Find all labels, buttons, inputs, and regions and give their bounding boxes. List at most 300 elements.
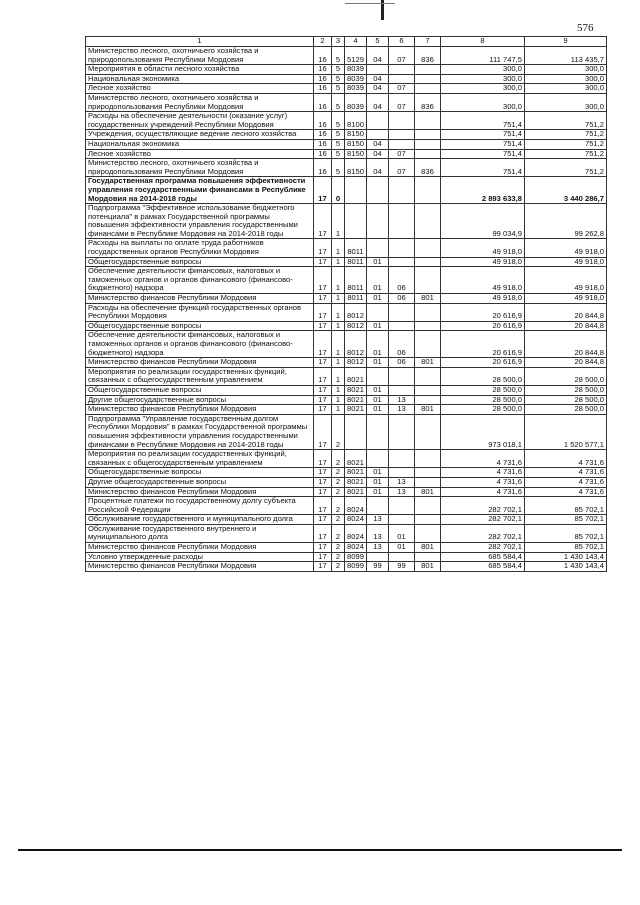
row-name: Другие общегосударственные вопросы [86,395,314,405]
code-program: 17 [314,385,332,395]
amount-2015: 4 731,6 [441,487,525,497]
amount-2015: 4 731,6 [441,450,525,468]
code-direction: 8021 [345,477,367,487]
amount-2015: 751,4 [441,130,525,140]
code-direction: 8011 [345,294,367,304]
amount-2016: 300,0 [525,65,607,75]
amount-2016: 28 500,0 [525,395,607,405]
row-name: Учреждения, осуществляющие ведение лесного хозяйства [86,130,314,140]
row-name: Подпрограмма "Эффективное использование бюджетного потенциала" в рамках Государственной программы повышения эффективности управления государственными финансами в Республике Мордовия на 2014-2018 годы [86,204,314,239]
code-section [367,239,389,257]
amount-2016: 113 435,7 [525,47,607,65]
row-name: Расходы на обеспечение деятельности (оказание услуг) государственных учреждений Республики Мордовия [86,112,314,130]
code-subsection: 07 [389,84,415,94]
code-subsection [389,177,415,204]
amount-2016: 300,0 [525,74,607,84]
amount-2015: 282 702,1 [441,515,525,525]
row-name: Расходы на выплаты по оплате труда работников государственных органов Республики Мордовия [86,239,314,257]
table-row [86,468,607,478]
code-subprogram: 5 [332,74,345,84]
row-name: Расходы на обеспечение функций государственных органов Республики Мордовия [86,303,314,321]
code-subsection: 07 [389,149,415,159]
code-ministry: 836 [415,159,441,177]
code-section: 01 [367,331,389,358]
code-subprogram: 2 [332,468,345,478]
code-section [367,414,389,449]
amount-2016: 49 918,0 [525,267,607,294]
row-name: Общегосударственные вопросы [86,385,314,395]
amount-2016: 1 520 577,1 [525,414,607,449]
code-section: 01 [367,321,389,331]
code-section: 13 [367,524,389,542]
code-subprogram: 1 [332,239,345,257]
code-ministry: 801 [415,562,441,572]
code-subsection [389,321,415,331]
code-program: 17 [314,331,332,358]
amount-2016: 751,2 [525,139,607,149]
amount-2015: 751,4 [441,149,525,159]
column-header: 4 [345,37,367,47]
code-subsection: 07 [389,93,415,111]
code-program: 17 [314,552,332,562]
code-direction: 8150 [345,139,367,149]
row-name: Другие общегосударственные вопросы [86,477,314,487]
table-row [86,267,607,294]
code-program: 17 [314,239,332,257]
code-ministry: 801 [415,405,441,415]
code-direction: 8039 [345,74,367,84]
code-section: 04 [367,74,389,84]
code-subsection [389,385,415,395]
code-subprogram: 1 [332,395,345,405]
amount-2016: 751,2 [525,159,607,177]
code-subprogram: 2 [332,477,345,487]
code-program: 17 [314,487,332,497]
code-ministry [415,139,441,149]
column-header: 1 [86,37,314,47]
amount-2015: 2 893 633,8 [441,177,525,204]
code-subsection [389,414,415,449]
code-subprogram: 5 [332,47,345,65]
code-program: 17 [314,177,332,204]
code-direction: 8011 [345,257,367,267]
code-direction [345,414,367,449]
table-row [86,65,607,75]
code-subprogram: 1 [332,358,345,368]
table-row [86,450,607,468]
amount-2015: 49 918,0 [441,294,525,304]
table-row [86,405,607,415]
code-subsection [389,450,415,468]
row-name: Общегосударственные вопросы [86,321,314,331]
code-subprogram: 2 [332,497,345,515]
code-ministry [415,303,441,321]
code-subsection [389,204,415,239]
row-name: Национальная экономика [86,74,314,84]
code-subprogram: 5 [332,65,345,75]
row-name: Мероприятия по реализации государственных функций, связанных с общегосударственным управлением [86,367,314,385]
code-direction [345,177,367,204]
amount-2015: 751,4 [441,112,525,130]
table-row [86,204,607,239]
amount-2015: 99 034,9 [441,204,525,239]
code-ministry [415,497,441,515]
amount-2015: 20 616,9 [441,331,525,358]
code-subsection [389,515,415,525]
code-subprogram: 1 [332,367,345,385]
amount-2016: 751,2 [525,130,607,140]
row-name: Общегосударственные вопросы [86,468,314,478]
amount-2015: 28 500,0 [441,395,525,405]
code-subsection: 06 [389,294,415,304]
code-section: 04 [367,149,389,159]
row-name: Государственная программа повышения эффективности управления государственными финансами в Республике Мордовия на 2014-2018 годы [86,177,314,204]
amount-2015: 49 918,0 [441,267,525,294]
column-header: 5 [367,37,389,47]
amount-2015: 49 918,0 [441,257,525,267]
code-ministry [415,331,441,358]
code-section: 01 [367,395,389,405]
code-ministry [415,177,441,204]
code-ministry [415,112,441,130]
code-program: 16 [314,139,332,149]
row-name: Условно утвержденные расходы [86,552,314,562]
code-subprogram: 1 [332,321,345,331]
code-program: 16 [314,84,332,94]
code-section: 04 [367,139,389,149]
code-direction: 8024 [345,524,367,542]
code-section: 04 [367,84,389,94]
code-section: 01 [367,477,389,487]
amount-2015: 28 500,0 [441,385,525,395]
code-ministry [415,450,441,468]
code-program: 16 [314,130,332,140]
code-ministry [415,524,441,542]
code-subprogram: 2 [332,450,345,468]
amount-2015: 300,0 [441,74,525,84]
code-direction: 8024 [345,497,367,515]
table-body [86,47,607,572]
code-ministry [415,468,441,478]
amount-2015: 28 500,0 [441,367,525,385]
amount-2016: 1 430 143,4 [525,552,607,562]
code-program: 17 [314,321,332,331]
code-direction: 8012 [345,331,367,358]
amount-2016: 28 500,0 [525,385,607,395]
code-section: 01 [367,294,389,304]
code-subprogram: 2 [332,552,345,562]
code-subsection: 99 [389,562,415,572]
amount-2015: 111 747,5 [441,47,525,65]
code-direction: 8150 [345,130,367,140]
table-row [86,524,607,542]
code-section: 04 [367,93,389,111]
amount-2016: 20 844,8 [525,303,607,321]
row-name: Общегосударственные вопросы [86,257,314,267]
code-direction: 8012 [345,321,367,331]
row-name: Министерство лесного, охотничьего хозяйства и природопользования Республики Мордовия [86,159,314,177]
code-direction: 8021 [345,468,367,478]
code-ministry [415,367,441,385]
code-ministry [415,149,441,159]
column-header: 8 [441,37,525,47]
code-subsection [389,130,415,140]
code-program: 17 [314,358,332,368]
amount-2015: 751,4 [441,159,525,177]
amount-2015: 300,0 [441,93,525,111]
code-program: 17 [314,303,332,321]
code-section: 13 [367,543,389,553]
code-subprogram: 2 [332,414,345,449]
code-ministry [415,515,441,525]
code-subprogram: 2 [332,524,345,542]
amount-2016: 20 844,8 [525,321,607,331]
code-program: 17 [314,450,332,468]
column-header: 6 [389,37,415,47]
code-subprogram: 1 [332,331,345,358]
code-subsection [389,497,415,515]
code-subprogram: 2 [332,543,345,553]
amount-2016: 3 440 286,7 [525,177,607,204]
code-section [367,450,389,468]
table-row [86,543,607,553]
code-direction: 8099 [345,562,367,572]
amount-2016: 4 731,6 [525,487,607,497]
code-subsection [389,112,415,130]
code-direction: 8011 [345,239,367,257]
code-subprogram: 5 [332,149,345,159]
amount-2016: 751,2 [525,149,607,159]
column-header: 3 [332,37,345,47]
code-subsection: 13 [389,487,415,497]
table-row [86,358,607,368]
code-direction: 8150 [345,149,367,159]
amount-2015: 751,4 [441,139,525,149]
amount-2016: 49 918,0 [525,239,607,257]
code-program: 16 [314,74,332,84]
table-row [86,74,607,84]
code-subprogram: 2 [332,487,345,497]
amount-2016: 20 844,8 [525,331,607,358]
row-name: Министерство финансов Республики Мордовия [86,358,314,368]
column-header: 7 [415,37,441,47]
amount-2015: 20 616,9 [441,358,525,368]
row-name: Лесное хозяйство [86,149,314,159]
code-program: 17 [314,468,332,478]
code-section [367,367,389,385]
code-section: 01 [367,267,389,294]
amount-2016: 4 731,6 [525,450,607,468]
code-subsection [389,303,415,321]
code-program: 17 [314,414,332,449]
code-direction: 8012 [345,303,367,321]
amount-2016: 28 500,0 [525,405,607,415]
code-ministry [415,477,441,487]
code-program: 17 [314,477,332,487]
code-subsection: 13 [389,395,415,405]
code-direction: 8021 [345,405,367,415]
amount-2015: 4 731,6 [441,468,525,478]
code-section: 13 [367,515,389,525]
code-subsection [389,139,415,149]
code-section [367,497,389,515]
row-name: Мероприятия по реализации государственных функций, связанных с общегосударственным управлением [86,450,314,468]
amount-2016: 85 702,1 [525,524,607,542]
row-name: Министерство лесного, охотничьего хозяйства и природопользования Республики Мордовия [86,47,314,65]
table-row [86,93,607,111]
amount-2016: 1 430 143,4 [525,562,607,572]
code-subsection [389,468,415,478]
code-subsection: 07 [389,159,415,177]
code-ministry [415,267,441,294]
code-ministry [415,239,441,257]
code-subsection: 06 [389,358,415,368]
amount-2015: 282 702,1 [441,524,525,542]
code-subprogram: 1 [332,267,345,294]
code-subprogram: 2 [332,562,345,572]
row-name: Министерство финансов Республики Мордовия [86,543,314,553]
code-subsection: 06 [389,267,415,294]
row-name: Обслуживание государственного и муниципального долга [86,515,314,525]
code-program: 17 [314,267,332,294]
amount-2015: 300,0 [441,65,525,75]
row-name: Министерство лесного, охотничьего хозяйства и природопользования Республики Мордовия [86,93,314,111]
code-section [367,177,389,204]
code-direction: 5129 [345,47,367,65]
code-program: 16 [314,159,332,177]
code-direction: 8021 [345,487,367,497]
table-row [86,497,607,515]
code-subsection [389,257,415,267]
code-section: 04 [367,159,389,177]
row-name: Процентные платежи по государственному долгу субъекта Российской Федерации [86,497,314,515]
code-program: 17 [314,395,332,405]
code-subprogram: 1 [332,385,345,395]
amount-2015: 282 702,1 [441,543,525,553]
amount-2016: 20 844,8 [525,358,607,368]
code-subprogram: 5 [332,159,345,177]
code-subprogram: 5 [332,84,345,94]
code-direction [345,204,367,239]
code-program: 17 [314,405,332,415]
code-direction: 8021 [345,385,367,395]
code-program: 17 [314,562,332,572]
code-ministry [415,414,441,449]
code-direction: 8039 [345,84,367,94]
code-subsection: 07 [389,47,415,65]
code-program: 16 [314,112,332,130]
row-name: Обеспечение деятельности финансовых, налоговых и таможенных органов и органов финансового (финансово-бюджетного) надзора [86,331,314,358]
code-ministry: 801 [415,294,441,304]
code-section: 04 [367,47,389,65]
code-section: 01 [367,487,389,497]
code-section: 01 [367,257,389,267]
amount-2016: 300,0 [525,84,607,94]
table-row [86,294,607,304]
code-subprogram: 1 [332,204,345,239]
table-row [86,239,607,257]
code-subprogram: 2 [332,515,345,525]
row-name: Подпрограмма "Управление государственным долгом Республики Мордовия" в рамках Государственной программы повышения эффективности управления государственными финансами в Республике Мордовия на 2014-2018 годы [86,414,314,449]
code-direction: 8021 [345,450,367,468]
code-program: 17 [314,257,332,267]
code-section [367,130,389,140]
code-subprogram: 5 [332,139,345,149]
code-program: 17 [314,524,332,542]
code-direction: 8024 [345,543,367,553]
code-program: 16 [314,65,332,75]
code-direction: 8011 [345,267,367,294]
table-row [86,177,607,204]
code-subprogram: 1 [332,257,345,267]
code-ministry: 836 [415,47,441,65]
code-ministry [415,74,441,84]
header-row [86,37,607,47]
amount-2016: 49 918,0 [525,257,607,267]
amount-2015: 685 584,4 [441,562,525,572]
column-header: 2 [314,37,332,47]
code-direction: 8039 [345,65,367,75]
code-subsection: 01 [389,524,415,542]
code-section: 01 [367,405,389,415]
amount-2015: 49 918,0 [441,239,525,257]
amount-2016: 4 731,6 [525,468,607,478]
code-ministry [415,84,441,94]
code-direction: 8100 [345,112,367,130]
amount-2015: 282 702,1 [441,497,525,515]
code-direction: 8024 [345,515,367,525]
code-program: 16 [314,149,332,159]
amount-2015: 28 500,0 [441,405,525,415]
code-direction: 8012 [345,358,367,368]
table-row [86,159,607,177]
table-row [86,139,607,149]
code-subprogram: 0 [332,177,345,204]
code-program: 16 [314,47,332,65]
code-direction: 8150 [345,159,367,177]
amount-2016: 28 500,0 [525,367,607,385]
amount-2015: 4 731,6 [441,477,525,487]
code-program: 16 [314,93,332,111]
code-subprogram: 5 [332,130,345,140]
code-section [367,112,389,130]
code-section: 01 [367,358,389,368]
table-row [86,303,607,321]
code-ministry [415,204,441,239]
code-section [367,303,389,321]
code-subprogram: 1 [332,405,345,415]
row-name: Обеспечение деятельности финансовых, налоговых и таможенных органов и органов финансового (финансово-бюджетного) надзора [86,267,314,294]
table-row [86,112,607,130]
code-direction: 8021 [345,395,367,405]
table-row [86,331,607,358]
row-name: Лесное хозяйство [86,84,314,94]
code-section: 01 [367,385,389,395]
table-row [86,367,607,385]
code-subsection: 13 [389,477,415,487]
code-subsection [389,367,415,385]
amount-2016: 85 702,1 [525,497,607,515]
row-name: Министерство финансов Республики Мордовия [86,405,314,415]
row-name: Национальная экономика [86,139,314,149]
amount-2016: 751,2 [525,112,607,130]
budget-table [85,36,607,572]
code-ministry: 836 [415,93,441,111]
code-subsection [389,239,415,257]
scan-mark-line [345,3,395,4]
code-ministry: 801 [415,543,441,553]
amount-2016: 85 702,1 [525,515,607,525]
